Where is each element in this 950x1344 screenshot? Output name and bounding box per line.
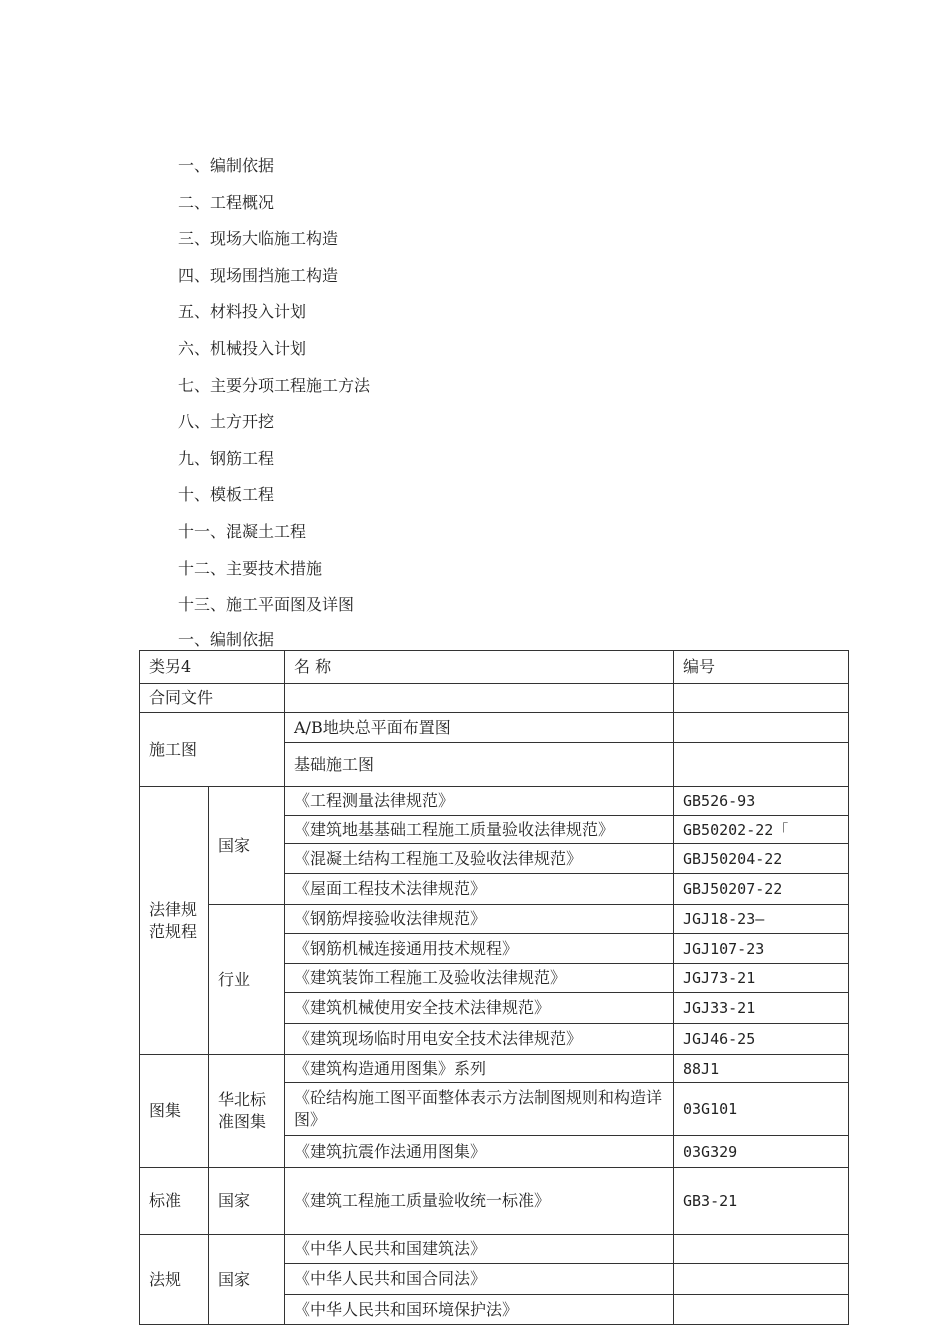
document-name: 《钢筋焊接验收法律规范》: [285, 905, 674, 934]
document-name: 《中华人民共和国建筑法》: [285, 1235, 674, 1264]
document-name: 《建筑地基基础工程施工质量验收法律规范》: [285, 816, 674, 844]
subcategory-label: 国家: [209, 787, 285, 905]
document-code: JGJ73-21: [674, 964, 849, 993]
toc-item: 二、工程概况: [178, 192, 275, 212]
table-of-contents: [178, 153, 370, 629]
category-label: 法规: [140, 1235, 209, 1325]
toc-item: 十二、主要技术措施: [178, 558, 323, 578]
document-code: JGJ107-23: [674, 934, 849, 964]
toc-item: 七、主要分项工程施工方法: [178, 375, 371, 395]
table-row: [140, 787, 849, 816]
toc-item: 十一、混凝土工程: [178, 521, 307, 541]
document-name: 《屋面工程技术法律规范》: [285, 874, 674, 905]
document-code: GB3-21: [674, 1168, 849, 1235]
document-code: GBJ50204-22: [674, 844, 849, 874]
toc-item: 十、模板工程: [178, 485, 275, 505]
compilation-basis-table: [139, 650, 849, 1325]
table-row: [140, 713, 849, 743]
category-label: 合同文件: [140, 684, 285, 713]
document-code: GB526-93: [674, 787, 849, 816]
table-row: [140, 1055, 849, 1083]
document-code: JGJ18-23—: [674, 905, 849, 934]
document-code: [674, 1264, 849, 1295]
category-label: 标准: [140, 1168, 209, 1235]
toc-item: 一、编制依据: [178, 156, 275, 175]
document-code: [674, 1295, 849, 1325]
table-row: [140, 684, 849, 713]
table-header-row: [140, 651, 849, 684]
document-name: 《建筑现场临时用电安全技术法律规范》: [285, 1024, 674, 1055]
document-name: 《建筑构造通用图集》系列: [285, 1055, 674, 1083]
document-name: [285, 684, 674, 713]
document-name: 《建筑机械使用安全技术法律规范》: [285, 993, 674, 1024]
document-name: 《中华人民共和国合同法》: [285, 1264, 674, 1295]
category-label: 施工图: [140, 713, 285, 787]
toc-item: 十三、施工平面图及详图: [178, 595, 355, 615]
toc-item: 六、机械投入计划: [178, 338, 307, 358]
document-name: 《混凝土结构工程施工及验收法律规范》: [285, 844, 674, 874]
document-code: [674, 1235, 849, 1264]
toc-item: 三、现场大临施工构造: [178, 229, 339, 249]
document-code: [674, 684, 849, 713]
document-code: GB50202-22「: [674, 816, 849, 844]
document-name: 《工程测量法律规范》: [285, 787, 674, 816]
document-code: [674, 713, 849, 743]
toc-item: 八、土方开挖: [178, 412, 275, 432]
header-code: 编号: [674, 651, 849, 684]
subcategory-label: 行业: [209, 905, 285, 1055]
document-name: 《中华人民共和国环境保护法》: [285, 1295, 674, 1325]
header-name: 名 称: [285, 651, 674, 684]
toc-item: 九、钢筋工程: [178, 448, 275, 468]
subcategory-label: 华北标准图集: [209, 1055, 285, 1168]
document-name: 基础施工图: [285, 743, 674, 787]
toc-item: 五、材料投入计划: [178, 302, 307, 322]
header-category: 类另4: [140, 651, 285, 684]
table-row: [140, 1235, 849, 1264]
document-name: 《建筑工程施工质量验收统一标准》: [285, 1168, 674, 1235]
section-heading: 一、编制依据: [178, 630, 275, 649]
document-name: 《建筑抗震作法通用图集》: [285, 1136, 674, 1168]
document-code: 03G329: [674, 1136, 849, 1168]
document-name: 《建筑装饰工程施工及验收法律规范》: [285, 964, 674, 993]
document-code: 88J1: [674, 1055, 849, 1083]
document-code: 03G101: [674, 1083, 849, 1136]
document-name: A/B地块总平面布置图: [285, 713, 674, 743]
document-code: GBJ50207-22: [674, 874, 849, 905]
table-row: [140, 905, 849, 934]
document-code: JGJ46-25: [674, 1024, 849, 1055]
document-name: 《钢筋机械连接通用技术规程》: [285, 934, 674, 964]
category-label: 法律规范规程: [140, 787, 209, 1055]
category-label: 图集: [140, 1055, 209, 1168]
subcategory-label: 国家: [209, 1235, 285, 1325]
document-code: JGJ33-21: [674, 993, 849, 1024]
document-name: 《砼结构施工图平面整体表示方法制图规则和构造详图》: [285, 1083, 674, 1136]
toc-item: 四、现场围挡施工构造: [178, 265, 339, 285]
table-row: [140, 1168, 849, 1235]
document-code: [674, 743, 849, 787]
subcategory-label: 国家: [209, 1168, 285, 1235]
